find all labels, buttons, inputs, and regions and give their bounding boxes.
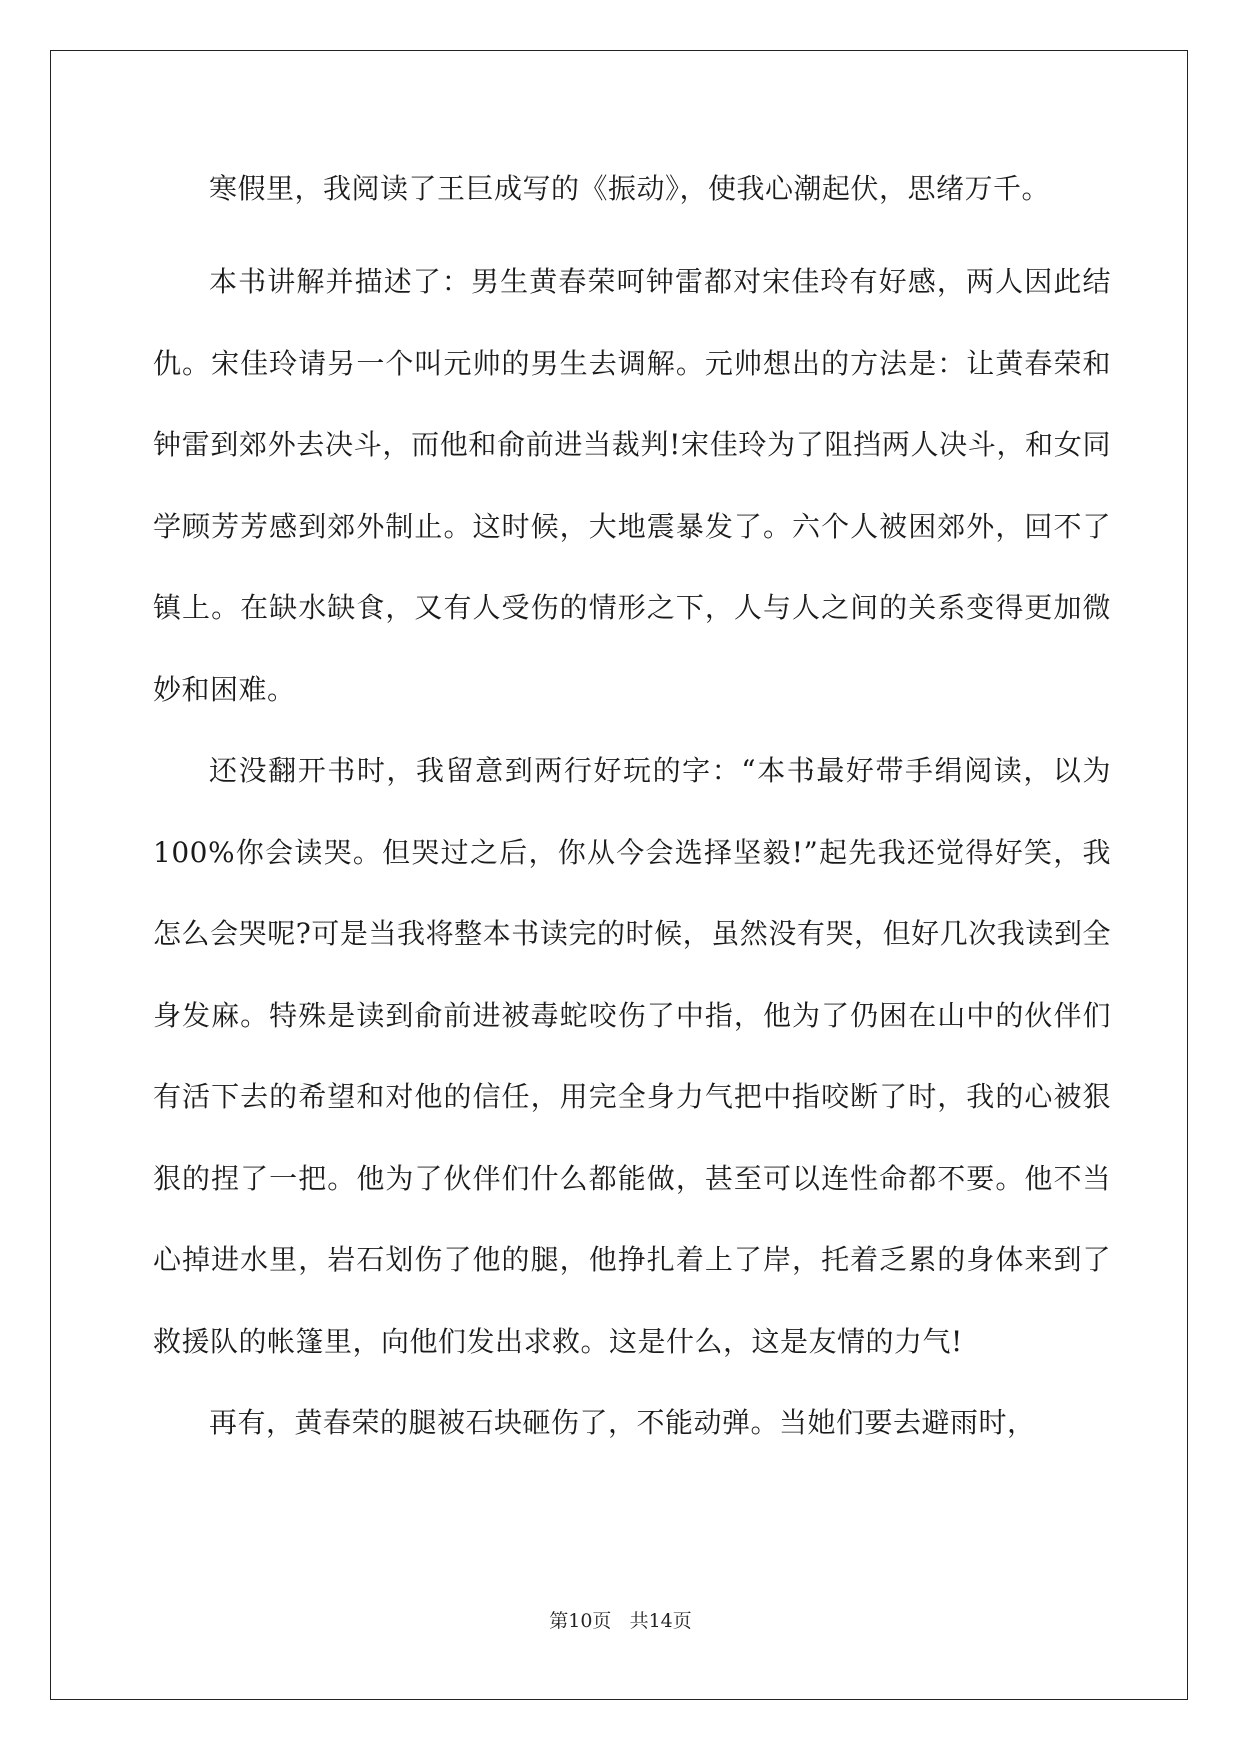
paragraph: 本书讲解并描述了：男生黄春荣呵钟雷都对宋佳玲有好感，两人因此结仇。宋佳玲请另一个叫元帅的男生去调解。元帅想出的方法是：让黄春荣和钟雷到郊外去决斗，而他和俞前进当裁判!宋佳玲为了阻挡两人决斗，和女同学顾芳芳感到郊外制止。这时候，大地震暴发了。六个人被困郊外，回不了镇上。在缺水缺食，又有人受伤的情形之下，人与人之间的关系变得更加微妙和困难。 bbox=[153, 265, 1111, 706]
current-page-label: 第10页 bbox=[549, 1610, 612, 1632]
paragraph: 寒假里，我阅读了王巨成写的《振动》，使我心潮起伏，思绪万千。 bbox=[209, 172, 1051, 205]
paragraph: 再有，黄春荣的腿被石块砸伤了，不能动弹。当她们要去避雨时， bbox=[209, 1406, 1036, 1439]
paragraph: 还没翻开书时，我留意到两行好玩的字：“本书最好带手绢阅读，以为100%你会读哭。但哭过之后，你从今会选择坚毅!”起先我还觉得好笑，我怎么会哭呢?可是当我将整本书读完的时候，虽然没有哭，但好几次我读到全身发麻。特殊是读到俞前进被毒蛇咬伤了中指，他为了仍困在山中的伙伴们有活下去的希望和对他的信任，用完全身力气把中指咬断了时，我的心被狠狠的捏了一把。他为了伙伴们什么都能做，甚至可以连性命都不要。他不当心掉进水里，岩石划伤了他的腿，他挣扎着上了岸，托着乏累的身体来到了救援队的帐篷里，向他们发出求救。这是什么，这是友情的力气! bbox=[153, 754, 1111, 1358]
total-pages-label: 共14页 bbox=[629, 1610, 692, 1632]
document-body bbox=[153, 160, 1111, 1464]
page-number-footer bbox=[0, 1606, 1241, 1633]
